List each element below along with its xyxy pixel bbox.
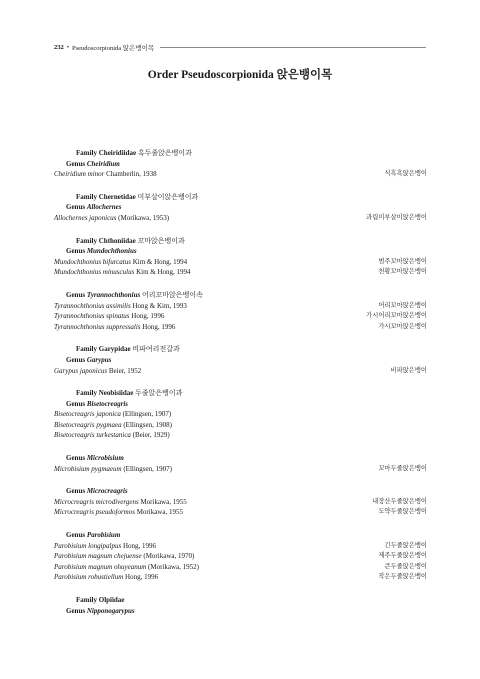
species-korean-name: 긴두줄앉은뱅이	[384, 541, 427, 549]
species-author: (Morikawa, 1952)	[146, 562, 199, 571]
species-binomial: Allochernes japonicus	[54, 213, 117, 222]
species-author: Hong, 1996	[140, 322, 176, 331]
species-row	[54, 409, 427, 420]
family-korean-name: 두줄앉은뱅이과	[135, 389, 183, 398]
species-scientific-name	[54, 322, 175, 333]
family-heading	[54, 192, 427, 203]
genus-name: Mundochthonius	[86, 247, 137, 256]
species-scientific-name	[54, 409, 171, 420]
genus-name: Tyrannochthonius	[86, 290, 141, 299]
species-row	[54, 551, 427, 562]
species-author: (Morikawa, 1970)	[141, 552, 195, 561]
family-name: Family Olpiidae	[76, 596, 125, 604]
family-name: Family Chernetidae	[76, 192, 136, 201]
genus-heading: Genus Mundochthonius	[66, 247, 137, 256]
family-heading	[54, 236, 427, 247]
running-header	[54, 42, 426, 52]
family-name: Family Neobisiidae	[76, 389, 134, 398]
species-binomial: Microbisium pygmaeum	[54, 464, 122, 473]
species-row	[54, 257, 427, 268]
section-gap	[54, 474, 427, 486]
genus-name: Bisetocreagris	[86, 399, 129, 408]
species-row	[54, 311, 427, 322]
page-number: 232	[54, 43, 64, 51]
species-scientific-name	[54, 541, 156, 552]
species-binomial: Tyrannochthonius spinatus	[54, 312, 130, 321]
species-author: Hong & Kim, 1993	[130, 301, 187, 310]
species-korean-name: 내장산두줄앉은뱅이	[372, 497, 427, 505]
family-name: Family Garypidae	[76, 345, 131, 354]
genus-korean-name: 어리꼬마앉은뱅이속	[142, 290, 203, 299]
family-korean-name: 흑두줄앉은뱅이과	[137, 149, 192, 157]
species-binomial: Garypus japonicus	[54, 366, 108, 375]
species-row	[54, 562, 427, 573]
species-row	[54, 366, 427, 377]
species-binomial: Mundochthonius bifurcatus	[54, 257, 131, 266]
species-scientific-name	[54, 257, 187, 268]
species-author: Hong, 1996	[121, 541, 157, 550]
section-gap	[54, 180, 427, 192]
species-author: Hong, 1996	[123, 573, 159, 582]
genus-heading: Genus Bisetocreagris	[66, 399, 129, 408]
species-binomial: Tyrannochthonius assimilis	[54, 301, 131, 310]
genus-name: Nipponogarypus	[86, 606, 135, 615]
species-korean-name: 천황꼬마앉은뱅이	[378, 268, 427, 276]
species-scientific-name	[54, 169, 157, 180]
species-author: (Beier, 1929)	[130, 431, 170, 440]
section-gap	[54, 224, 427, 236]
species-korean-name: 가시어리꼬마앉은뱅이	[366, 312, 427, 320]
family-heading	[54, 595, 427, 606]
genus-name: Microcreagris	[86, 487, 128, 496]
species-korean-name: 가시꼬마앉은뱅이	[378, 322, 427, 330]
genus-name: Allochernes	[86, 203, 122, 212]
species-binomial: Parobisium longipalpus	[54, 541, 122, 550]
species-scientific-name	[54, 562, 199, 573]
species-author: (Ellingsen, 1907)	[121, 464, 172, 473]
header-bullet: •	[66, 43, 70, 51]
section-gap	[54, 376, 427, 388]
species-korean-name: 도약두줄앉은뱅이	[378, 508, 427, 516]
genus-heading: Genus Microbisium	[66, 454, 124, 463]
species-row	[54, 507, 427, 518]
section-gap	[54, 518, 427, 530]
species-author: Hong, 1996	[129, 312, 165, 321]
species-korean-name: 과립미부살이앉은뱅이	[366, 213, 427, 221]
species-author: Chamberlin, 1938	[104, 170, 157, 179]
species-binomial: Tyrannochthonius suppressalis	[54, 322, 141, 331]
species-scientific-name	[54, 572, 158, 583]
species-scientific-name	[54, 497, 187, 508]
species-binomial: Bisetocreagris turkestanica	[54, 431, 131, 440]
genus-name: Parobisium	[86, 531, 121, 540]
species-row	[54, 267, 427, 278]
species-korean-name: 범주꼬마앉은뱅이	[378, 257, 427, 265]
species-scientific-name	[54, 311, 164, 322]
species-korean-name: 꼬마두줄앉은뱅이	[378, 464, 427, 472]
species-binomial: Cheiridium minor	[54, 170, 105, 179]
section-gap	[54, 278, 427, 290]
species-korean-name: 제주두줄앉은뱅이	[378, 552, 427, 560]
species-author: Beier, 1952	[107, 366, 142, 375]
genus-heading: Genus Cheiridium	[66, 159, 120, 168]
section-gap	[54, 441, 427, 453]
family-heading	[54, 388, 427, 399]
species-row	[54, 213, 427, 224]
species-binomial: Microcreagris pseudoformos	[54, 508, 135, 517]
species-row	[54, 322, 427, 333]
species-binomial: Parobisium magnum chejuense	[54, 552, 142, 561]
genus-heading: Genus Nipponogarypus	[66, 606, 135, 615]
species-row	[54, 541, 427, 552]
species-korean-name: 작은두줄앉은뱅이	[378, 573, 427, 581]
family-name: Family Cheiridiidae	[76, 149, 137, 157]
species-korean-name: 큰두줄앉은뱅이	[384, 562, 427, 570]
family-heading	[54, 148, 427, 159]
species-author: (Morikawa, 1953)	[116, 213, 170, 222]
family-name: Family Chthoniidae	[76, 236, 136, 245]
family-korean-name: 미부살이앉은뱅이과	[137, 192, 199, 201]
header-rule	[160, 47, 426, 48]
family-korean-name: 비파여리전갈과	[132, 345, 180, 354]
species-korean-name: 비파앉은뱅이	[390, 366, 427, 374]
genus-heading: Genus Garypus	[66, 355, 112, 364]
species-binomial: Parobisium robustiellum	[54, 573, 124, 582]
page-title: Order Pseudoscorpionida 앉은뱅이목	[147, 69, 333, 81]
species-binomial: Bisetocreagris japonica	[54, 410, 121, 419]
species-list	[54, 148, 427, 616]
species-author: (Ellingsen, 1908)	[121, 420, 172, 429]
species-row	[54, 497, 427, 508]
species-binomial: Parobisium magnum ohuyeanum	[54, 562, 147, 571]
species-scientific-name	[54, 507, 183, 518]
genus-heading: Genus Allochernes	[66, 203, 122, 212]
species-binomial: Microcreagris microdivergens	[54, 497, 139, 506]
genus-name: Microbisium	[86, 454, 124, 463]
species-author: Kim & Hong, 1994	[134, 268, 191, 277]
species-scientific-name	[54, 213, 169, 224]
genus-heading: Genus Microcreagris	[66, 487, 128, 496]
species-scientific-name	[54, 551, 194, 562]
genus-heading: Genus Parobisium	[66, 531, 121, 540]
section-gap	[54, 583, 427, 595]
species-scientific-name	[54, 267, 191, 278]
species-korean-name: 어리꼬마앉은뱅이	[378, 301, 427, 309]
species-author: Morikawa, 1955	[138, 497, 187, 506]
species-author: (Ellingsen, 1907)	[120, 410, 172, 419]
species-author: Kim & Hong, 1994	[130, 257, 188, 266]
genus-name: Cheiridium	[86, 159, 120, 168]
species-scientific-name	[54, 464, 172, 475]
family-korean-name: 꼬마앉은뱅이과	[137, 236, 185, 245]
species-scientific-name	[54, 301, 187, 312]
species-binomial: Mundochthonius minusculus	[54, 268, 135, 277]
family-heading	[54, 344, 427, 355]
species-scientific-name	[54, 366, 141, 377]
species-author: Morikawa, 1955	[134, 508, 183, 517]
species-row	[54, 572, 427, 583]
species-row	[54, 420, 427, 431]
section-gap	[54, 332, 427, 344]
genus-name: Garypus	[86, 355, 112, 364]
species-binomial: Bisetocreagris pygmaea	[54, 420, 122, 429]
running-title: Pseudoscorpionida 앉은뱅이목	[72, 44, 155, 52]
species-row	[54, 430, 427, 441]
species-korean-name: 식흑흑앉은뱅이	[384, 170, 427, 178]
species-scientific-name	[54, 430, 170, 441]
species-scientific-name	[54, 420, 172, 431]
species-row	[54, 169, 427, 180]
species-row	[54, 464, 427, 475]
genus-heading: Genus Tyrannochthonius 어리꼬마앉은뱅이속	[66, 290, 203, 299]
species-row	[54, 301, 427, 312]
